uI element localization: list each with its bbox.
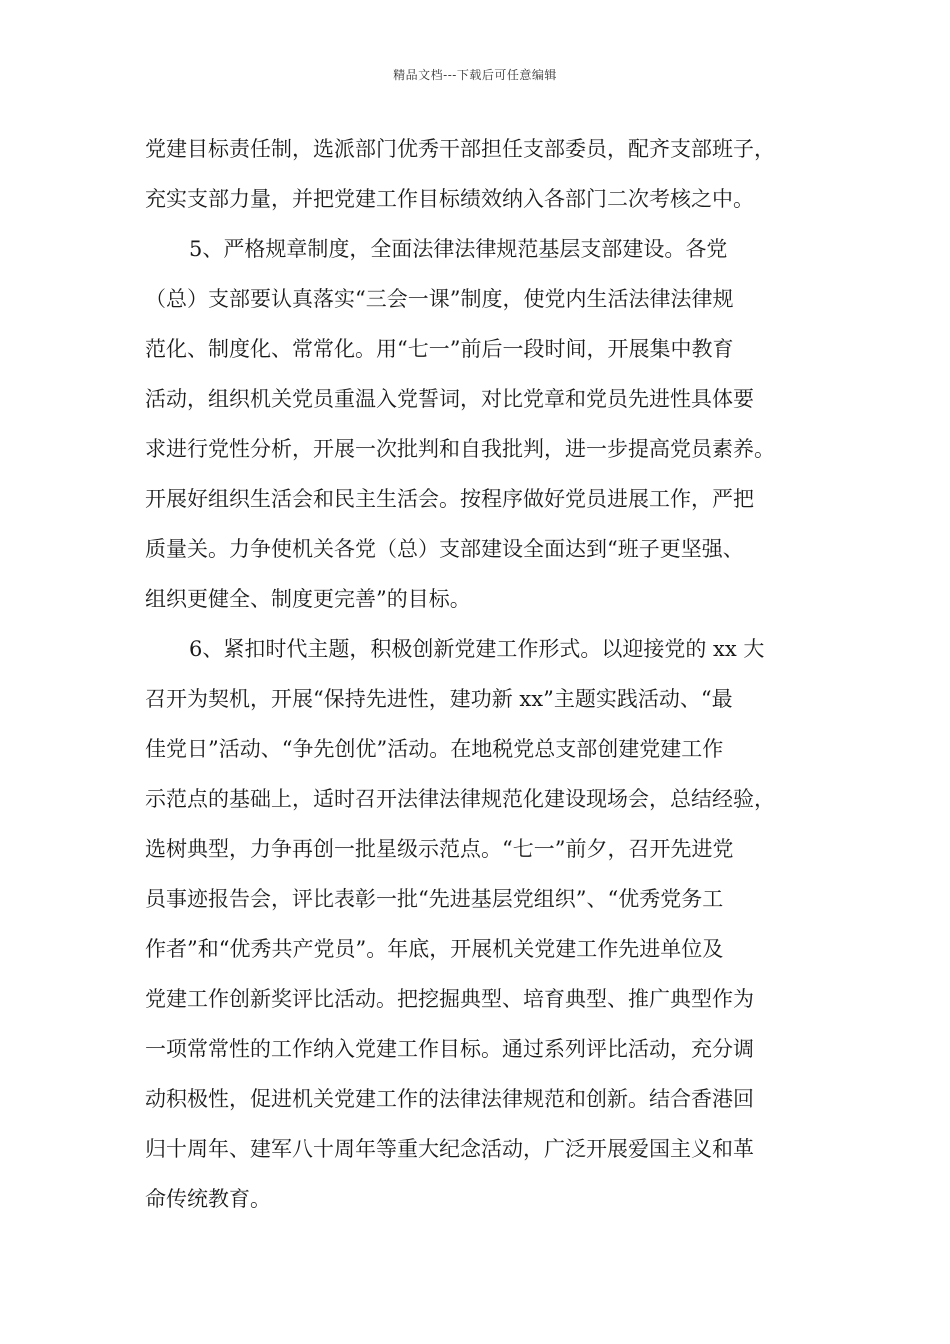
text-line: 归十周年、建军八十周年等重大纪念活动，广泛开展爱国主义和革 [145, 1137, 754, 1161]
paragraph-start-line: 6、紧扣时代主题，积极创新党建工作形式。以迎接党的 xx 大 [189, 637, 765, 661]
text-line: 组织更健全、制度更完善”的目标。 [145, 587, 471, 611]
text-line: 动积极性，促进机关党建工作的法律法律规范和创新。结合香港回 [145, 1087, 754, 1111]
text-line: 充实支部力量，并把党建工作目标绩效纳入各部门二次考核之中。 [145, 187, 754, 211]
text-line: 一项常常性的工作纳入党建工作目标。通过系列评比活动，充分调 [145, 1037, 754, 1061]
text-line: 活动，组织机关党员重温入党誓词，对比党章和党员先进性具体要 [145, 387, 754, 411]
text-line: 命传统教育。 [145, 1187, 271, 1211]
text-line: （总）支部要认真落实“三会一课”制度，使党内生活法律法律规 [145, 287, 734, 311]
text-line: 党建工作创新奖评比活动。把挖掘典型、培育典型、推广典型作为 [145, 987, 754, 1011]
text-line: 作者”和“优秀共产党员”。年底，开展机关党建工作先进单位及 [145, 937, 724, 961]
text-line: 召开为契机，开展“保持先进性，建功新 xx”主题实践活动、“最 [145, 687, 733, 711]
text-line: 质量关。力争使机关各党（总）支部建设全面达到“班子更坚强、 [145, 537, 744, 561]
text-line: 佳党日”活动、“争先创优”活动。在地税党总支部创建党建工作 [145, 737, 724, 761]
page-header: 精品文档---下载后可任意编辑 [393, 68, 557, 82]
paragraph-start-line: 5、严格规章制度，全面法律法律规范基层支部建设。各党 [189, 237, 728, 261]
text-line: 示范点的基础上，适时召开法律法律规范化建设现场会，总结经验， [145, 787, 775, 811]
document-body [145, 124, 825, 1224]
text-line: 员事迹报告会，评比表彰一批“先进基层党组织”、“优秀党务工 [145, 887, 724, 911]
text-line: 求进行党性分析，开展一次批判和自我批判，进一步提高党员素养。 [145, 437, 775, 461]
text-line: 选树典型，力争再创一批星级示范点。“七一”前夕，召开先进党 [145, 837, 734, 861]
text-line: 党建目标责任制，选派部门优秀干部担任支部委员，配齐支部班子， [145, 137, 775, 161]
text-line: 范化、制度化、常常化。用“七一”前后一段时间，开展集中教育 [145, 337, 734, 361]
text-line: 开展好组织生活会和民主生活会。按程序做好党员进展工作，严把 [145, 487, 754, 511]
